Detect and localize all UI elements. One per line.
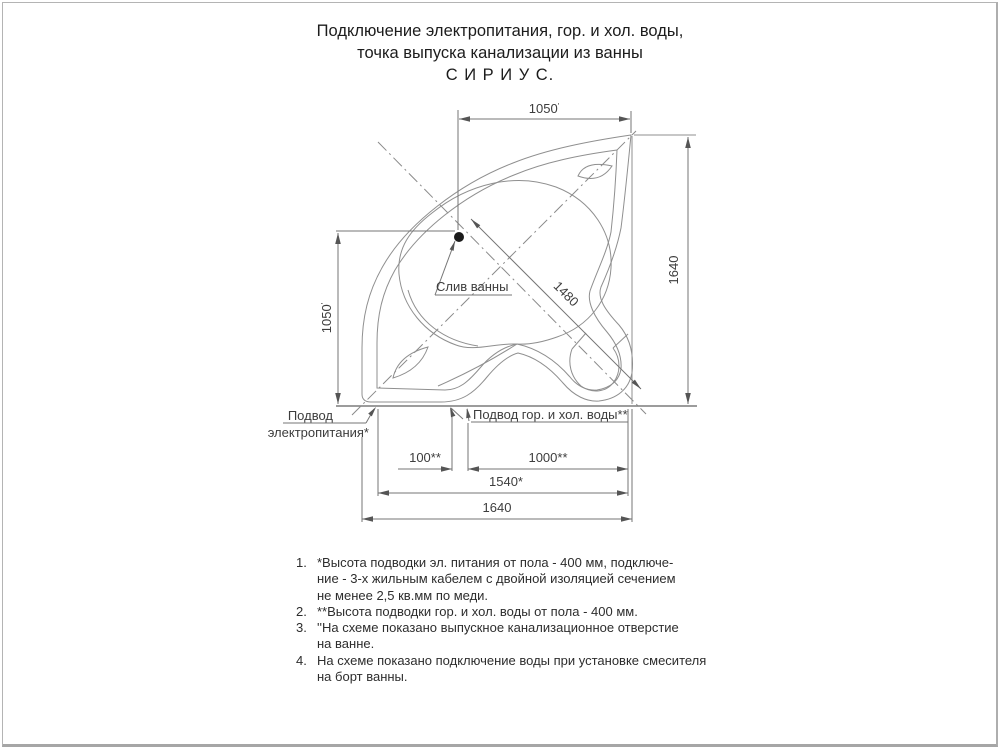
note-number: 1.	[296, 555, 307, 570]
note-line: ''На схеме показано выпускное канализационное отверстие	[317, 620, 679, 636]
note-line: на борт ванны.	[317, 669, 408, 685]
drain-leader-arrow	[450, 241, 455, 251]
walls-group	[336, 135, 697, 406]
bath-inner-rim	[377, 150, 621, 390]
handle-lens-top-right	[578, 164, 612, 178]
bath-bowl	[399, 181, 611, 348]
dim-left-label: 1050'	[319, 302, 334, 334]
bath-bowl-floor-line	[408, 290, 478, 346]
title-line-1: Подключение электропитания, гор. и хол. воды,	[316, 22, 684, 40]
dim-1540-label: 1540*	[489, 474, 523, 489]
drain-hole-dot	[454, 232, 464, 242]
dim-100-label: 100**	[409, 450, 441, 465]
water-arrow-2	[466, 408, 471, 418]
notes-list	[296, 555, 726, 685]
note-line: На схеме показано подключение воды при установке смесителя	[317, 652, 707, 668]
note-item-4	[296, 653, 726, 686]
note-line: *Высота подводки эл. питания от пола - 400 мм, подключе-	[317, 555, 674, 570]
dimension-bottom-100	[398, 409, 468, 472]
drain-label: Слив ванны	[436, 279, 509, 294]
water-callout	[450, 407, 628, 422]
centerlines-group	[352, 131, 646, 415]
mixer-ledge-arm-right	[613, 334, 628, 348]
handle-lens-bottom-left	[393, 347, 428, 378]
note-item-1	[296, 555, 726, 604]
water-label: Подвод гор. и хол. воды**	[473, 407, 628, 422]
note-item-2	[296, 604, 726, 620]
dimension-right-1640	[666, 137, 691, 404]
note-number: 2.	[296, 603, 307, 619]
dim-diagonal-label: 1480	[550, 278, 582, 310]
dim-right-label: 1640	[666, 255, 681, 285]
power-callout	[268, 407, 376, 440]
dim-100-arrow	[441, 466, 452, 472]
note-item-3	[296, 620, 726, 653]
note-line: ние - 3-х жильным кабелем с двойной изоляцией сечением	[317, 571, 676, 587]
dim-top-label: 1050'	[528, 101, 560, 116]
power-arrow	[368, 407, 376, 416]
dim-1000-label: 1000**	[528, 450, 568, 465]
note-line: **Высота подводки гор. и хол. воды от пола - 400 мм.	[317, 603, 638, 619]
water-arrow-1	[450, 407, 455, 417]
dimension-left-1050	[319, 231, 455, 404]
bath-seat-line	[438, 344, 517, 386]
note-number: 4.	[296, 652, 307, 668]
note-line: не менее 2,5 кв.мм по меди.	[317, 587, 489, 603]
title-line-3: С И Р И У С.	[445, 66, 555, 84]
dimension-top-1050	[458, 101, 631, 230]
title-line-2: точка выпуска канализации из ванны	[357, 44, 643, 62]
dim-1640-label: 1640	[482, 500, 512, 515]
note-number: 3.	[296, 620, 307, 636]
power-label-line1: Подвод	[287, 408, 333, 423]
note-line: на ванне.	[317, 636, 375, 652]
power-label-line2: электропитания*	[267, 425, 369, 440]
dimension-bottom-1640	[362, 409, 632, 522]
centerline-tl-br	[378, 142, 646, 414]
